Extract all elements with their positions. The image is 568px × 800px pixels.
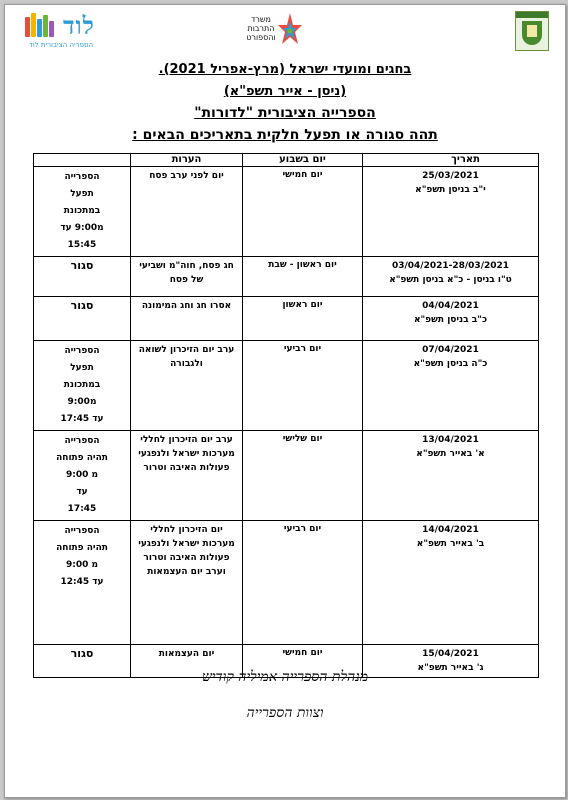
status-line: מ9:00 עד	[60, 223, 104, 233]
cell-notes	[131, 521, 243, 645]
cell-day	[243, 431, 363, 521]
day-of-week: יום רביעי	[283, 524, 322, 534]
date-hebrew: ג' באייר תשפ"א	[417, 663, 484, 673]
date-hebrew: י"ב בניסן תשפ"א	[415, 185, 486, 195]
cell-date	[363, 167, 539, 257]
cell-date	[363, 341, 539, 431]
table-row	[34, 257, 539, 297]
date-gregorian: 04/04/2021	[422, 301, 479, 311]
day-of-week: יום שלישי	[282, 434, 323, 444]
title-line-4: תהה סגורה או תפעל חלקית בתאריכים הבאים :	[132, 127, 438, 143]
day-of-week: יום חמישי	[282, 648, 323, 658]
cell-notes	[131, 341, 243, 431]
date-hebrew: א' באייר תשפ"א	[416, 449, 485, 459]
table-row	[34, 521, 539, 645]
star-icon	[277, 11, 303, 51]
date-gregorian: 07/04/2021	[422, 345, 479, 355]
table-row	[34, 167, 539, 257]
notes-text: ערב יום הזיכרון לשואה ולגבורה	[138, 345, 235, 369]
day-of-week: יום ראשון	[282, 300, 323, 310]
document-page	[4, 4, 566, 798]
notes-text: ערב יום הזיכרון לחללי מערכות ישראל ולנפגעי פעולות האיבה וטרור	[138, 435, 235, 473]
status-line: תהיה פתוחה	[56, 543, 108, 553]
status-line: סגור	[70, 299, 94, 312]
day-of-week: יום רביעי	[283, 344, 322, 354]
cell-date	[363, 257, 539, 297]
cell-status	[34, 521, 131, 645]
lod-logo-word: לוד	[63, 11, 95, 40]
notes-text: אסרו חג וחג המימונה	[141, 301, 232, 311]
date-hebrew: כ"ה בניסן תשפ"א	[413, 359, 488, 369]
status-line: במתכונת	[63, 206, 101, 216]
status-line: תהיה פתוחה	[56, 453, 108, 463]
footer-team: וצוות הספרייה	[246, 705, 324, 721]
header-day: יום בשבוע	[243, 154, 363, 167]
status-line: 17:45	[67, 504, 97, 514]
header-status	[34, 154, 131, 167]
city-emblem-logo	[515, 11, 549, 51]
status-line: סגור	[70, 259, 94, 272]
cell-day	[243, 297, 363, 341]
cell-notes	[131, 297, 243, 341]
status-line: עד 17:45	[60, 414, 104, 424]
notes-text: יום הזיכרון לחללי מערכות ישראל ולנפגעי פעולות האיבה וטרור וערב יום העצמאות	[138, 525, 235, 577]
table-row	[34, 431, 539, 521]
cell-date	[363, 521, 539, 645]
cell-notes	[131, 431, 243, 521]
date-gregorian: 14/04/2021	[422, 525, 479, 535]
cell-day	[243, 521, 363, 645]
status-line: מ 9:00	[65, 470, 99, 480]
status-line: תפעל	[70, 363, 94, 373]
cell-date	[363, 297, 539, 341]
schedule-table	[33, 153, 539, 678]
books-icon	[25, 13, 53, 37]
status-line: הספרייה	[64, 526, 100, 536]
title-line-3: הספרייה הציבורית "לדורות"	[194, 105, 376, 121]
lod-library-logo	[23, 11, 123, 53]
cell-day	[243, 341, 363, 431]
status-line: תפעל	[70, 189, 94, 199]
date-hebrew: ט"ו בניסן - כ"א בניסן תשפ"א	[389, 275, 512, 285]
lod-logo-subtitle: הספריה הציבורית לוד	[29, 41, 94, 49]
cell-day	[243, 257, 363, 297]
cell-status	[34, 257, 131, 297]
status-line: עד 12:45	[60, 577, 104, 587]
header-date: תאריך	[363, 154, 539, 167]
notes-text: יום לפני ערב פסח	[149, 171, 224, 181]
cell-status	[34, 431, 131, 521]
table-row	[34, 341, 539, 431]
date-gregorian: 15/04/2021	[422, 649, 479, 659]
day-of-week: יום ראשון - שבת	[268, 260, 337, 270]
ministry-logo-text: משרד התרבות והספורט	[246, 15, 276, 42]
cell-notes	[131, 257, 243, 297]
date-gregorian: 25/03/2021	[422, 171, 479, 181]
day-of-week: יום חמישי	[282, 170, 323, 180]
title-line-1: בחגים ומועדי ישראל (מרץ-אפריל 2021).	[158, 62, 412, 77]
cell-status	[34, 341, 131, 431]
footer-signature: מנהלת הספרייה אמיליה קודיש	[201, 669, 369, 685]
date-hebrew: כ"ב בניסן תשפ"א	[413, 315, 488, 325]
cell-status	[34, 297, 131, 341]
table-row	[34, 297, 539, 341]
cell-date	[363, 431, 539, 521]
cell-notes	[131, 167, 243, 257]
date-gregorian: 13/04/2021	[422, 435, 479, 445]
cell-day	[243, 167, 363, 257]
header-notes: הערות	[131, 154, 243, 167]
status-line: הספרייה	[64, 172, 100, 182]
status-line: הספרייה	[64, 346, 100, 356]
ministry-logo	[241, 9, 311, 53]
notes-text: יום העצמאות	[158, 649, 215, 659]
status-line: סגור	[70, 647, 94, 660]
status-line: במתכונת	[63, 380, 101, 390]
status-line: 15:45	[67, 240, 97, 250]
notes-text: חג פסח, חוה"מ ושביעי של פסח	[139, 261, 234, 285]
status-line: עד	[76, 487, 88, 497]
status-line: מ9:00	[67, 397, 97, 407]
title-line-2: (ניסן - אייר תשפ"א)	[223, 84, 347, 99]
status-line: מ 9:00	[65, 560, 99, 570]
date-hebrew: ב' באייר תשפ"א	[416, 539, 485, 549]
date-gregorian: 03/04/2021-28/03/2021	[391, 261, 510, 271]
status-line: הספרייה	[64, 436, 100, 446]
cell-status	[34, 167, 131, 257]
table-header-row	[34, 154, 539, 167]
